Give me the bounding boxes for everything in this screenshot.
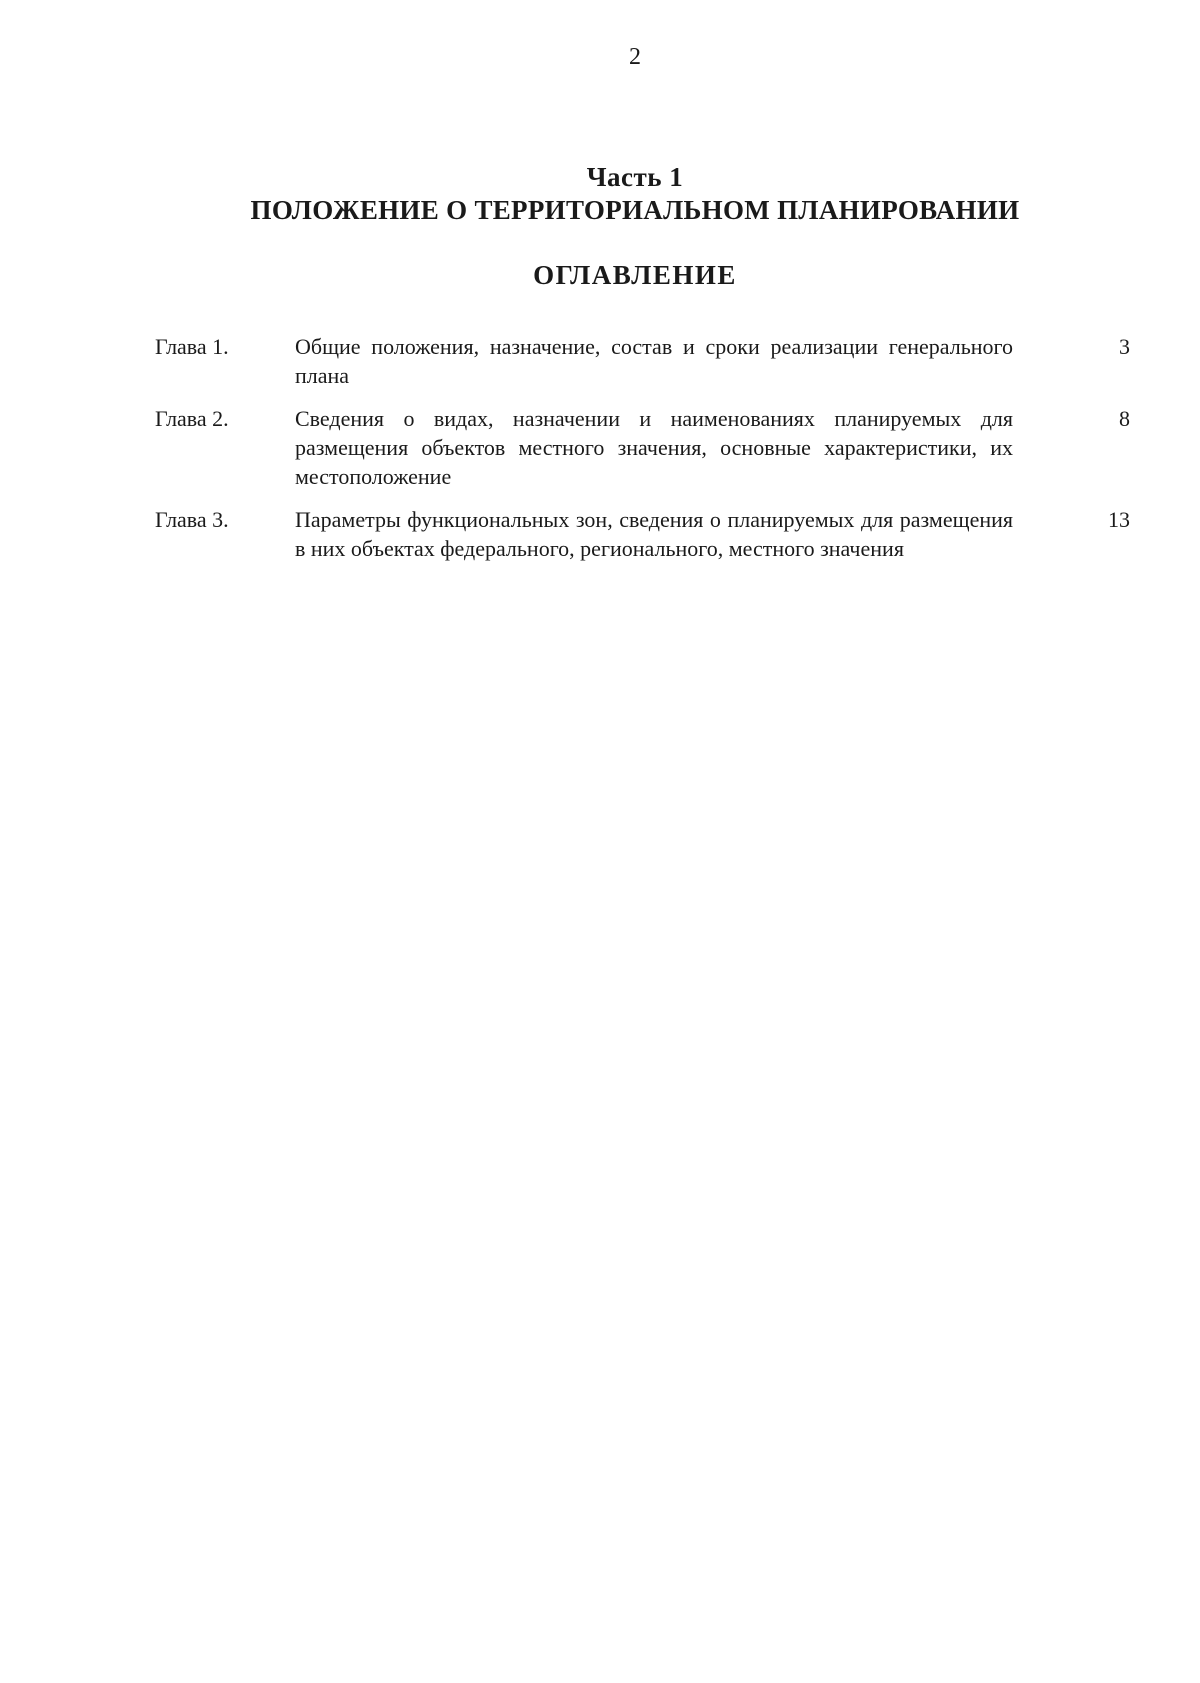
- part-title: Часть 1: [586, 162, 684, 192]
- toc-entry-chapter-2: [155, 404, 1130, 491]
- toc-entry-chapter-3: [155, 505, 1130, 563]
- toc-entry-chapter-1: [155, 332, 1130, 390]
- table-of-contents: [155, 332, 1130, 577]
- toc-entry-title: Параметры функциональных зон, сведения о планируемых для размещения в них объектах федерального, регионального, местного значения: [295, 507, 1013, 561]
- page-number: 2: [629, 44, 641, 70]
- toc-entry-page: 8: [1119, 406, 1130, 431]
- toc-entry-title: Общие положения, назначение, состав и сроки реализации генерального плана: [295, 334, 1013, 388]
- toc-entry-page: 13: [1108, 507, 1130, 532]
- toc-entry-title: Сведения о видах, назначении и наименованиях планируемых для размещения объектов местного значения, основные характеристики, их местоположение: [295, 406, 1013, 489]
- toc-heading: ОГЛАВЛЕНИЕ: [533, 260, 737, 290]
- toc-entry-label: Глава 1.: [155, 334, 229, 359]
- main-title: ПОЛОЖЕНИЕ О ТЕРРИТОРИАЛЬНОМ ПЛАНИРОВАНИИ: [250, 195, 1020, 225]
- toc-entry-page: 3: [1119, 334, 1130, 359]
- toc-entry-label: Глава 3.: [155, 507, 229, 532]
- toc-entry-label: Глава 2.: [155, 406, 229, 431]
